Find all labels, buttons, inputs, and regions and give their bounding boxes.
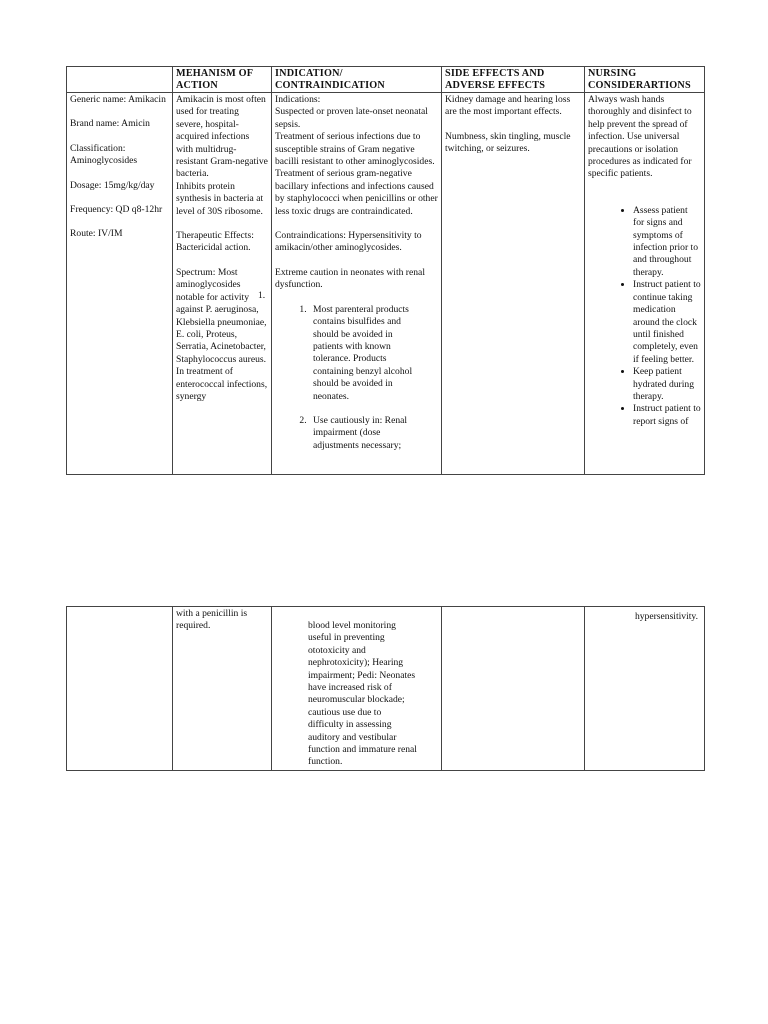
nursing-bullet: • Keep patient hydrated during therapy. <box>633 366 701 403</box>
mechanism-p1: Amikacin is most often used for treating severe, hospital-acquired infections with multidrug-resistant Gram-negative bacteria. <box>176 94 268 180</box>
content-row <box>67 93 705 475</box>
therapeutic-effects: Therapeutic Effects: Bactericidal action. <box>176 230 254 254</box>
indication-cell <box>272 93 442 475</box>
indication-3: Treatment of serious gram-negative bacillary infections and infections caused by staphylococci when penicillins or other less toxic drugs are contraindicated. <box>275 168 438 217</box>
mechanism-cell-continued <box>173 607 272 771</box>
drug-info-cell <box>67 93 173 475</box>
header-nursing: NURSING CONSIDERARTIONS <box>585 67 705 93</box>
indication-2: Treatment of serious infections due to susceptible strains of Gram negative bacilli resistant to other aminoglycosides. <box>275 131 435 168</box>
nursing-intro: Always wash hands thoroughly and disinfect to help prevent the spread of infection. Use universal precautions or isolation procedures as indicated for specific patients. <box>588 94 692 180</box>
nursing-bullet: • Assess patient for signs and symptoms of infection prior to and throughout therapy. <box>633 205 701 279</box>
side-effects-cell-continued <box>442 607 585 771</box>
brand-name: Brand name: Amicin <box>70 118 150 130</box>
generic-name: Generic name: Amikacin <box>70 94 166 105</box>
side-effects-p1: Kidney damage and hearing loss are the most important effects. <box>445 94 571 118</box>
drug-study-table <box>66 66 705 475</box>
continued-row <box>67 607 705 771</box>
header-row <box>67 67 705 93</box>
mechanism-cell <box>173 93 272 475</box>
nursing-cell-continued <box>585 607 705 771</box>
drug-info-cell-continued <box>67 607 173 771</box>
header-mechanism: MEHANISM OF ACTION <box>173 67 272 93</box>
stray-list-number: 1. <box>258 290 266 301</box>
contraindications: Contraindications: Hypersensitivity to amikacin/other aminoglycosides. <box>275 230 422 254</box>
contra-list-item: 1. Most parenteral products contains bisulfides and should be avoided in patients with known tolerance. Products containing benzyl alcohol should be avoided in neonates. <box>309 304 438 403</box>
mechanism-p2: Inhibits protein synthesis in bacteria at level of 30S ribosome. <box>176 180 264 217</box>
indications-heading: Indications: <box>275 94 321 105</box>
side-effects-p2: Numbness, skin tingling, muscle twitching, or seizures. <box>445 130 571 155</box>
nursing-bullet: • Instruct patient to continue taking medication around the clock until finished completely, even if feeling better. <box>633 279 701 366</box>
header-indication: INDICATION/ CONTRAINDICATION <box>272 67 442 93</box>
drug-study-table-continued <box>66 606 705 771</box>
indication-1: Suspected or proven late-onset neonatal sepsis. <box>275 106 428 130</box>
contra-list-item: 2. Use cautiously in: Renal impairment (dose adjustments necessary; <box>309 415 438 452</box>
indication-cell-continued <box>272 607 442 771</box>
classification: Classification: Aminoglycosides <box>70 142 138 167</box>
route: Route: IV/IM <box>70 228 123 240</box>
header-blank <box>67 67 173 93</box>
side-effects-cell <box>442 93 585 475</box>
header-side-effects: SIDE EFFECTS AND ADVERSE EFFECTS <box>442 67 585 93</box>
nursing-bullet: • Instruct patient to report signs of <box>633 403 701 428</box>
mechanism-continued: with a penicillin is required. <box>176 608 248 632</box>
dosage: Dosage: 15mg/kg/day <box>70 179 155 191</box>
spectrum: Spectrum: Most aminoglycosides notable for activity against P. aeruginosa, Klebsiella pneumoniae, E. coli, Proteus, Serratia, Acinetobacter, Staphylococcus aureus. In treatment of enterococcal infections, synergy <box>176 266 268 402</box>
frequency: Frequency: QD q8-12hr <box>70 204 163 216</box>
nursing-cell <box>585 93 705 475</box>
indication-continued: blood level monitoring useful in preventing ototoxicity and nephrotoxicity); Hearing impairment; Pedi: Neonates have increased risk of neuromuscular blockade; cautious use due to difficulty in assessing auditory and vestibular function and immature renal function. <box>308 620 417 768</box>
nursing-continued: hypersensitivity. <box>634 611 698 622</box>
caution: Extreme caution in neonates with renal dysfunction. <box>275 266 425 291</box>
